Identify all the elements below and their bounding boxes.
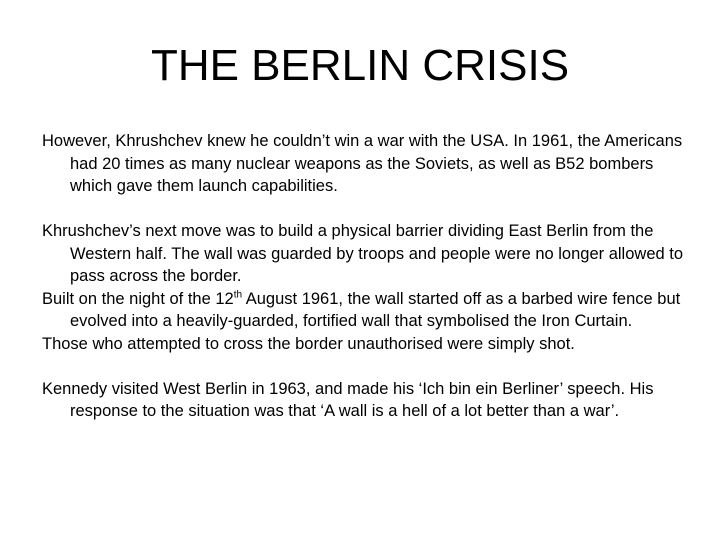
- paragraph-border-shot: Those who attempted to cross the border unauthorised were simply shot.: [42, 334, 575, 353]
- paragraph-spacer: [42, 198, 692, 221]
- slide-body: [42, 130, 692, 423]
- wall-built-text-end: August 1961, the wall started off as a barbed wire fence but evolved into a heavily-guarded, fortified wall that symbolised the Iron Curtain.: [70, 289, 681, 330]
- paragraph-physical-barrier: Khrushchev’s next move was to build a physical barrier dividing East Berlin from the Western half. The wall was guarded by troops and people were no longer allowed to pass across the border.: [42, 222, 684, 285]
- paragraph-spacer: [42, 355, 692, 378]
- paragraph-wall-built: [42, 288, 692, 333]
- paragraph-kennedy-speech: Kennedy visited West Berlin in 1963, and made his ‘Ich bin ein Berliner’ speech. His response to the situation was that ‘A wall is a hell of a lot better than a war’.: [42, 379, 654, 420]
- slide-title: THE BERLIN CRISIS: [150, 41, 570, 90]
- wall-built-text-start: Built on the night of the 12: [42, 289, 234, 308]
- ordinal-suffix: th: [233, 289, 243, 300]
- paragraph-khrushchev-war: However, Khrushchev knew he couldn’t win a war with the USA. In 1961, the Americans had 20 times as many nuclear weapons as the Soviets, as well as B52 bombers which gave them launch capabilities.: [42, 132, 683, 195]
